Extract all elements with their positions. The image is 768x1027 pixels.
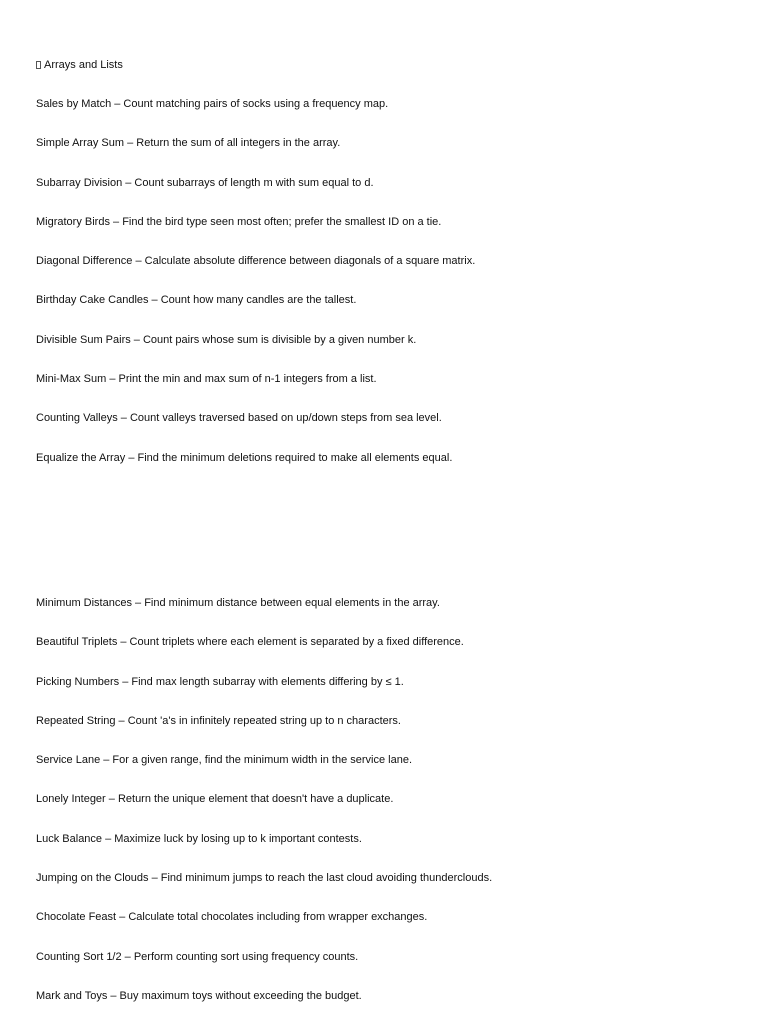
- list-item: Chocolate Feast – Calculate total chocolates including from wrapper exchanges.: [36, 911, 428, 924]
- list-item: Equalize the Array – Find the minimum deletions required to make all elements equal.: [36, 451, 453, 464]
- problem-list-group-2: [36, 595, 736, 1004]
- list-item: Picking Numbers – Find max length subarray with elements differing by ≤ 1.: [36, 675, 404, 688]
- section-title: Arrays and Lists: [44, 59, 123, 71]
- list-item: Repeated String – Count 'a's in infinitely repeated string up to n characters.: [36, 714, 401, 727]
- list-item: Subarray Division – Count subarrays of length m with sum equal to d.: [36, 176, 374, 189]
- list-item: Service Lane – For a given range, find the minimum width in the service lane.: [36, 754, 413, 767]
- section-spacer: [36, 489, 736, 595]
- list-item: Counting Sort 1/2 – Perform counting sort using frequency counts.: [36, 950, 359, 963]
- problem-list-group-1: [36, 96, 736, 466]
- list-item: Minimum Distances – Find minimum distance between equal elements in the array.: [36, 596, 440, 609]
- list-item: Simple Array Sum – Return the sum of all integers in the array.: [36, 137, 341, 150]
- list-item: Lonely Integer – Return the unique element that doesn't have a duplicate.: [36, 793, 394, 806]
- section-heading: [36, 57, 736, 73]
- list-item: Counting Valleys – Count valleys traversed based on up/down steps from sea level.: [36, 412, 442, 425]
- list-item: Divisible Sum Pairs – Count pairs whose sum is divisible by a given number k.: [36, 333, 417, 346]
- list-item: Beautiful Triplets – Count triplets where each element is separated by a fixed difference.: [36, 636, 464, 649]
- list-item: Mark and Toys – Buy maximum toys without exceeding the budget.: [36, 989, 362, 1002]
- list-item: Jumping on the Clouds – Find minimum jumps to reach the last cloud avoiding thunderclouds.: [36, 872, 493, 885]
- list-item: Diagonal Difference – Calculate absolute difference between diagonals of a square matrix.: [36, 255, 476, 268]
- list-item: Mini-Max Sum – Print the min and max sum of n-1 integers from a list.: [36, 373, 377, 386]
- list-item: Luck Balance – Maximize luck by losing up to k important contests.: [36, 832, 362, 845]
- list-item: Birthday Cake Candles – Count how many candles are the tallest.: [36, 294, 357, 307]
- box-glyph-icon: [36, 61, 41, 69]
- document-page: [36, 57, 736, 1027]
- list-item: Migratory Birds – Find the bird type seen most often; prefer the smallest ID on a tie.: [36, 215, 442, 228]
- list-item: Sales by Match – Count matching pairs of socks using a frequency map.: [36, 98, 389, 110]
